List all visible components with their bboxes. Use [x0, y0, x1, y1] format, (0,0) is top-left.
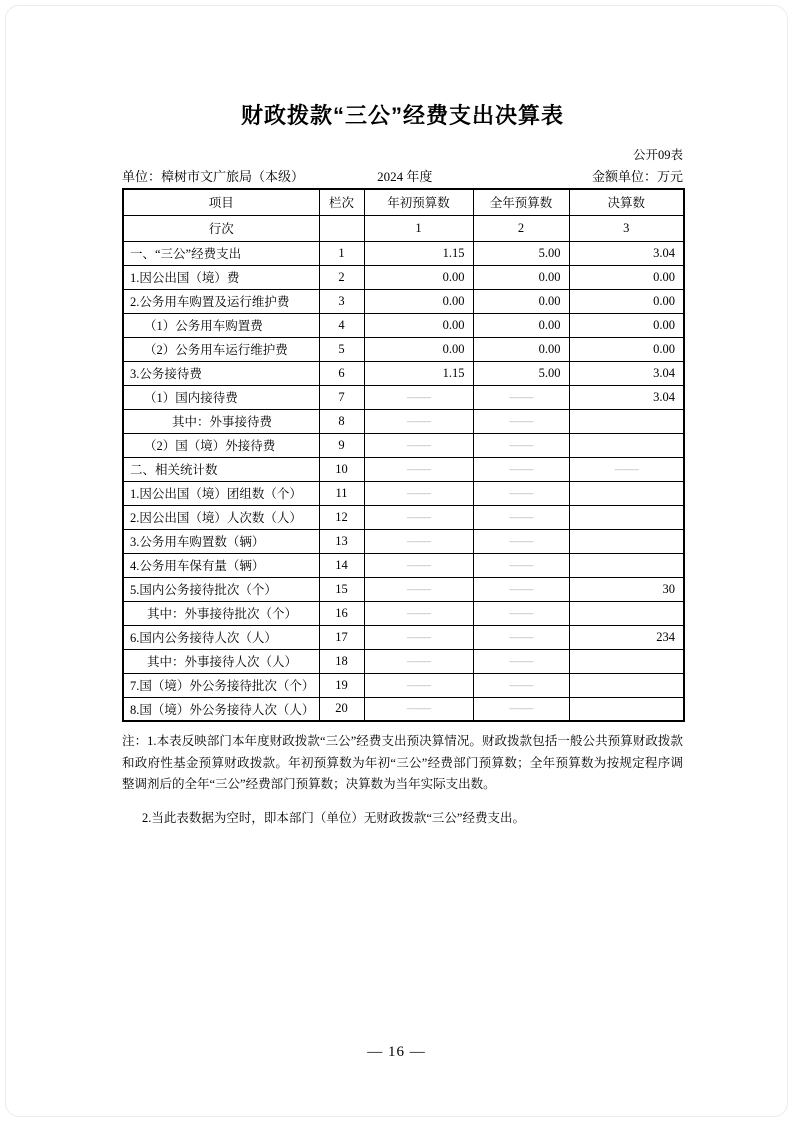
row-value: —— — [473, 673, 569, 697]
table-row — [123, 673, 684, 697]
row-value: 1.15 — [364, 241, 473, 265]
row-value: —— — [473, 481, 569, 505]
row-value: —— — [364, 481, 473, 505]
row-line-number: 3 — [319, 289, 364, 313]
row-line-number: 11 — [319, 481, 364, 505]
table-row — [123, 361, 684, 385]
row-value: —— — [364, 505, 473, 529]
row-value: —— — [364, 553, 473, 577]
row-value: —— — [473, 649, 569, 673]
row-line-number: 7 — [319, 385, 364, 409]
col-header-annual-budget: 全年预算数 — [473, 189, 569, 215]
row-line-number: 14 — [319, 553, 364, 577]
table-row — [123, 409, 684, 433]
row-value: —— — [569, 457, 684, 481]
table-row — [123, 313, 684, 337]
row-label: 7.国（境）外公务接待批次（个） — [123, 673, 319, 697]
col-header-item: 项目 — [123, 189, 319, 215]
page-title: 财政拨款“三公”经费支出决算表 — [240, 103, 564, 128]
row-value: 0.00 — [473, 313, 569, 337]
row-value: 3.04 — [569, 385, 684, 409]
row-value: —— — [473, 409, 569, 433]
table-row — [123, 433, 684, 457]
row-label: 2.公务用车购置及运行维护费 — [123, 289, 319, 313]
row-line-number: 2 — [319, 265, 364, 289]
row-value: 0.00 — [569, 289, 684, 313]
row-line-number: 20 — [319, 697, 364, 721]
table-head — [123, 189, 684, 241]
row-label: 其中：外事接待费 — [123, 409, 319, 433]
row-line-number: 1 — [319, 241, 364, 265]
index-row-label: 行次 — [123, 215, 319, 241]
table-row — [123, 553, 684, 577]
row-value — [569, 601, 684, 625]
row-value — [569, 649, 684, 673]
row-value: —— — [473, 433, 569, 457]
col-header-initial-budget: 年初预算数 — [364, 189, 473, 215]
row-value — [569, 481, 684, 505]
amount-unit-label: 金额单位：万元 — [591, 169, 683, 184]
report-sheet — [122, 0, 683, 829]
row-value: —— — [473, 553, 569, 577]
row-value: —— — [364, 601, 473, 625]
three-public-expense-table — [122, 188, 685, 722]
row-label: 一、“三公”经费支出 — [123, 241, 319, 265]
row-value: 3.04 — [569, 241, 684, 265]
table-row — [123, 505, 684, 529]
row-value: —— — [473, 601, 569, 625]
row-value — [569, 697, 684, 721]
row-value: —— — [364, 529, 473, 553]
row-value: 0.00 — [473, 265, 569, 289]
row-value: —— — [473, 457, 569, 481]
note-2: 2.当此表数据为空时，即本部门（单位）无财政拨款“三公”经费支出。 — [142, 810, 525, 825]
row-label: （2）国（境）外接待费 — [123, 433, 319, 457]
row-label: 1.因公出国（境）费 — [123, 265, 319, 289]
row-value: 0.00 — [364, 289, 473, 313]
row-value: —— — [473, 385, 569, 409]
row-value — [569, 529, 684, 553]
row-label: （1）国内接待费 — [123, 385, 319, 409]
row-label: （1）公务用车购置费 — [123, 313, 319, 337]
table-row — [123, 289, 684, 313]
row-label: 8.国（境）外公务接待人次（人） — [123, 697, 319, 721]
table-meta-line — [122, 166, 683, 188]
col-header-lane: 栏次 — [319, 189, 364, 215]
table-row — [123, 241, 684, 265]
row-value: —— — [364, 697, 473, 721]
table-row — [123, 337, 684, 361]
row-label: 1.因公出国（境）团组数（个） — [123, 481, 319, 505]
row-value: 1.15 — [364, 361, 473, 385]
row-value: —— — [473, 529, 569, 553]
fiscal-year-label: 2024 年度 — [377, 169, 433, 184]
row-label: 3.公务用车购置数（辆） — [123, 529, 319, 553]
table-row — [123, 649, 684, 673]
row-value: —— — [473, 577, 569, 601]
table-row — [123, 625, 684, 649]
table-row — [123, 457, 684, 481]
row-value: —— — [364, 649, 473, 673]
index-row — [123, 215, 684, 241]
row-label: 6.国内公务接待人次（人） — [123, 625, 319, 649]
row-line-number: 16 — [319, 601, 364, 625]
row-value: 0.00 — [569, 337, 684, 361]
row-value: —— — [364, 457, 473, 481]
notes-block — [122, 731, 683, 829]
row-line-number: 4 — [319, 313, 364, 337]
row-label: 其中：外事接待人次（人） — [123, 649, 319, 673]
row-value: —— — [364, 625, 473, 649]
row-label: 5.国内公务接待批次（个） — [123, 577, 319, 601]
table-row — [123, 265, 684, 289]
index-col-3: 3 — [569, 215, 684, 241]
table-row — [123, 481, 684, 505]
row-value — [569, 553, 684, 577]
row-value: —— — [364, 673, 473, 697]
row-value: 0.00 — [364, 265, 473, 289]
row-value — [569, 409, 684, 433]
row-value: 0.00 — [364, 337, 473, 361]
table-row — [123, 385, 684, 409]
col-header-final-account: 决算数 — [569, 189, 684, 215]
row-value: —— — [364, 385, 473, 409]
row-line-number: 6 — [319, 361, 364, 385]
header-row — [123, 189, 684, 215]
page-number: — 16 — — [367, 1044, 426, 1060]
row-label: 其中：外事接待批次（个） — [123, 601, 319, 625]
row-value: —— — [473, 625, 569, 649]
row-line-number: 13 — [319, 529, 364, 553]
row-value: —— — [473, 697, 569, 721]
row-value: 0.00 — [473, 337, 569, 361]
row-label: （2）公务用车运行维护费 — [123, 337, 319, 361]
row-value: 0.00 — [569, 313, 684, 337]
row-line-number: 12 — [319, 505, 364, 529]
row-value: 0.00 — [364, 313, 473, 337]
row-value: 0.00 — [569, 265, 684, 289]
table-body — [123, 241, 684, 721]
row-label: 4.公务用车保有量（辆） — [123, 553, 319, 577]
row-label: 2.因公出国（境）人次数（人） — [123, 505, 319, 529]
row-value: 30 — [569, 577, 684, 601]
index-col-2: 2 — [473, 215, 569, 241]
row-value: 0.00 — [473, 289, 569, 313]
row-value: —— — [364, 433, 473, 457]
table-code-label: 公开09表 — [632, 148, 683, 162]
row-value — [569, 505, 684, 529]
index-col-1: 1 — [364, 215, 473, 241]
index-row-lane — [319, 215, 364, 241]
note-1: 注：1.本表反映部门本年度财政拨款“三公”经费支出预决算情况。财政拨款包括一般公共预算财政拨款和政府性基金预算财政拨款。年初预算数为年初“三公”经费部门预算数；全年预算数为按规定程序调整调剂后的全年“三公”经费部门预算数；决算数为当年实际支出数。 — [122, 734, 683, 791]
table-row — [123, 529, 684, 553]
row-value: —— — [473, 505, 569, 529]
unit-label: 单位：樟树市文广旅局（本级） — [122, 169, 305, 184]
row-value — [569, 433, 684, 457]
table-row — [123, 601, 684, 625]
row-value: 3.04 — [569, 361, 684, 385]
row-line-number: 15 — [319, 577, 364, 601]
row-value: 234 — [569, 625, 684, 649]
row-label: 3.公务接待费 — [123, 361, 319, 385]
row-value: —— — [364, 409, 473, 433]
row-value: 5.00 — [473, 361, 569, 385]
table-row — [123, 697, 684, 721]
row-line-number: 19 — [319, 673, 364, 697]
row-label: 二、相关统计数 — [123, 457, 319, 481]
table-row — [123, 577, 684, 601]
row-value: 5.00 — [473, 241, 569, 265]
row-line-number: 18 — [319, 649, 364, 673]
row-value: —— — [364, 577, 473, 601]
row-line-number: 5 — [319, 337, 364, 361]
row-value — [569, 673, 684, 697]
row-line-number: 8 — [319, 409, 364, 433]
row-line-number: 10 — [319, 457, 364, 481]
row-line-number: 17 — [319, 625, 364, 649]
row-line-number: 9 — [319, 433, 364, 457]
